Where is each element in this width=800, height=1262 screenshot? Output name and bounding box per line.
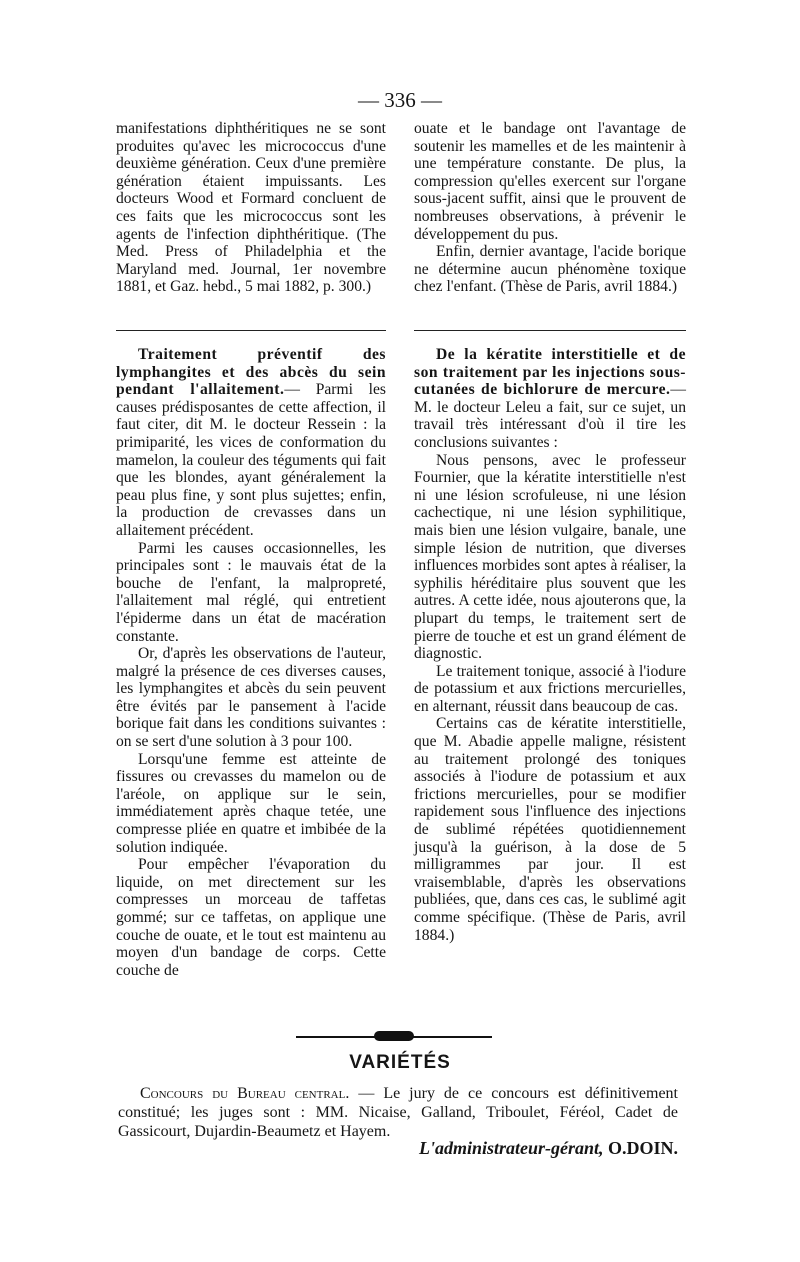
admin-name: O.DOIN. bbox=[603, 1138, 678, 1158]
left-section-intro: — Parmi les causes prédisposantes de cette affection, il faut citer, dit M. le docteur Ressein : la primiparité, les vices de conformation du mamelon, la couleur des téguments qui fait que les blondes, ayant généralement la peau plus fine, y sont plus sujettes; enfin, la production de crevasses dans un allaitement précédent. bbox=[116, 381, 386, 539]
right-column-section bbox=[414, 346, 686, 944]
varietes-title: VARIÉTÉS bbox=[349, 1052, 451, 1073]
left-section-intro-paragraph bbox=[116, 346, 386, 540]
right-paragraph-2: Le traitement tonique, associé à l'iodure de potassium et aux frictions mercurielles, en alternant, réussit dans beaucoup de cas. bbox=[414, 662, 686, 715]
left-paragraph-1: Parmi les causes occasionnelles, les principales sont : le mauvais état de la bouche de l'enfant, la malpropreté, l'allaitement mal réglé, qui entretient l'épiderme dans un état de macération constante. bbox=[116, 539, 386, 645]
page-number: — 336 — bbox=[358, 88, 442, 112]
right-column-divider bbox=[414, 330, 686, 331]
left-paragraph-3: Lorsqu'une femme est atteinte de fissures ou crevasses du mamelon ou de l'aréole, on applique sur le sein, immédiatement après chaque tetée, une compresse pliée en quatre et imbibée de la solution indiquée. bbox=[116, 750, 386, 856]
left-intro-paragraph: manifestations diphthéritiques ne se sont produites qu'avec les micrococcus d'une deuxième génération. Ceux d'une première génération étaient impuissants. Les docteurs Wood et Formard concluent de ces faits que les micrococcus sont les agents de l'infection diphthéritique. (The Med. Press of Philadelphia et the Maryland med. Journal, 1er novembre 1881, et Gaz. hebd., 5 mai 1882, p. 300.) bbox=[116, 120, 386, 296]
concours-paragraph bbox=[118, 1084, 678, 1141]
right-section-heading: De la kératite interstitielle et de son traitement par les injections sous-cutanées de bichlorure de mercure. bbox=[414, 346, 686, 399]
right-final-paragraph: Enfin, dernier avantage, l'acide borique ne détermine aucun phénomène toxique chez l'enfant. (Thèse de Paris, avril 1884.) bbox=[414, 243, 686, 296]
left-paragraph-2: Or, d'après les observations de l'auteur, malgré la présence de ces diverses causes, les lymphangites et abcès du sein peuvent être évités par le pansement à l'acide borique fait dans les conditions suivantes : on se sert d'une solution à 3 pour 100. bbox=[116, 645, 386, 751]
administrator-signature bbox=[300, 1138, 678, 1159]
admin-label: L'administrateur-gérant, bbox=[418, 1138, 604, 1158]
right-continuation-paragraph: ouate et le bandage ont l'avantage de soutenir les mamelles et de les maintenir à une température constante. De plus, la compression qu'elles exercent sur l'organe sous-jacent suffit, ainsi que le prouvent de nombreuses observations, à prévenir le développement du pus. bbox=[414, 120, 686, 243]
left-column-divider bbox=[116, 330, 386, 331]
right-section-intro-paragraph bbox=[414, 346, 686, 452]
right-paragraph-1: Nous pensons, avec le professeur Fournier, que la kératite interstitielle n'est ni une lésion scrofuleuse, ni une lésion cachectique, ni une lésion syphilitique, mais bien une lésion vulgaire, banale, une simple lésion de nutrition, que diverses influences morbides sont aptes à réaliser, la syphilis héréditaire plus souvent que les autres. A cette idée, nous ajouterons que, la plupart du temps, le traitement sert de pierre de touche et est un grand élément de diagnostic. bbox=[414, 451, 686, 663]
right-column-intro bbox=[414, 120, 686, 296]
concours-text: — Le jury de ce concours est définitivement constitué; les juges sont : MM. Nicaise, Galland, Triboulet, Féréol, Cadet de Gassicourt, Dujardin-Beaumetz et Hayem. bbox=[118, 1085, 679, 1140]
concours-label: Concours du Bureau central. bbox=[140, 1085, 350, 1102]
left-column-intro bbox=[116, 120, 386, 296]
varietes-ornament bbox=[374, 1031, 414, 1041]
left-section-heading: Traitement préventif des lymphangites et des abcès du sein pendant l'allaitement. bbox=[116, 346, 386, 399]
right-section-intro: — M. le docteur Leleu a fait, sur ce sujet, un travail très intéressant d'où il tire les conclusions suivantes : bbox=[414, 381, 686, 451]
left-paragraph-4: Pour empêcher l'évaporation du liquide, on met directement sur les compresses un morceau de taffetas gommé; sur ce taffetas, on applique une couche de ouate, et le tout est maintenu au moyen d'un bandage de corps. Cette couche de bbox=[116, 856, 386, 979]
right-paragraph-3: Certains cas de kératite interstitielle, que M. Abadie appelle maligne, résistent au traitement prolongé des toniques associés à l'iodure de potassium et aux frictions mercurielles, pour se modifier rapidement sous l'influence des injections de sublimé répétées quotidiennement jusqu'à la guérison, à la dose de 5 milligrammes par jour. Il est vraisemblable, d'après les observations publiées, que, dans ces cas, le sublimé agit comme spécifique. (Thèse de Paris, avril 1884.) bbox=[414, 715, 686, 944]
left-column-section bbox=[116, 346, 386, 979]
